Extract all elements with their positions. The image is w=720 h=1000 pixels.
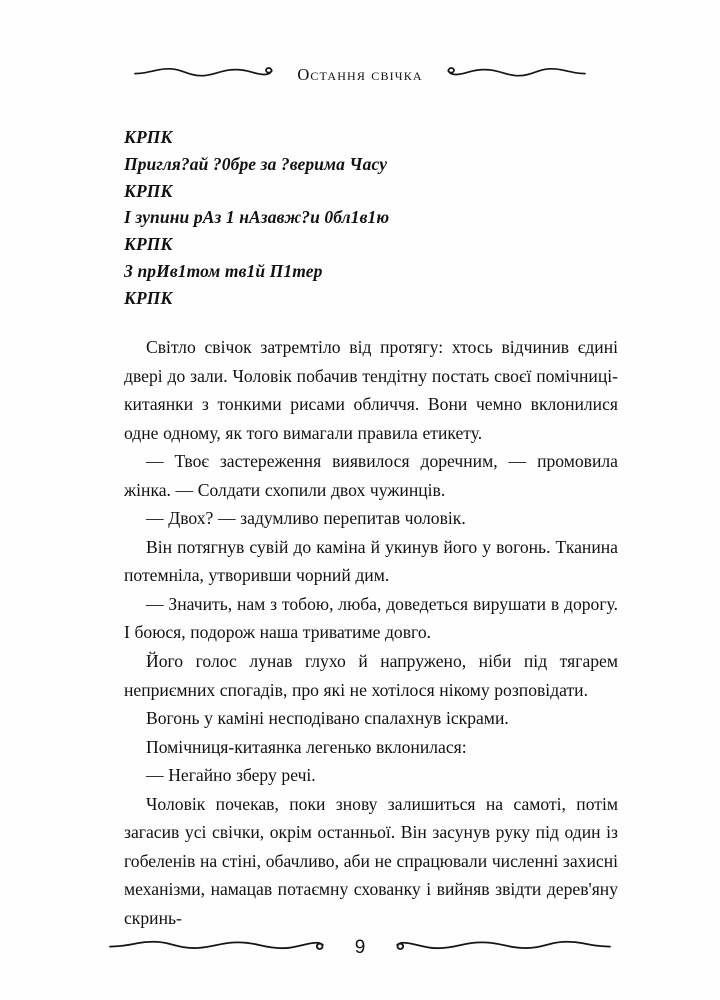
paragraph: Його голос лунав глухо й напружено, ніби під тягарем неприємних спогадів, про які не хотілося нікому розповідати. bbox=[124, 651, 618, 700]
glitch-line: З прИв1том тв1й П1тер bbox=[124, 260, 323, 281]
paragraph-dialogue: — Твоє застереження виявилося доречним, — промовила жінка. — Солдати схопили двох чужинців. bbox=[124, 451, 618, 500]
glitched-message-block bbox=[124, 124, 624, 312]
glitch-line: КРПК bbox=[124, 127, 173, 147]
paragraph: Помічниця-китаянка легенько вклонилася: bbox=[146, 736, 467, 757]
paragraph-continued: Чоловік почекав, поки знову залишиться на самоті, потім загасив усі свічки, окрім останньої. Він засунув руку під один із гобеленів на стіні, обачливо, аби не спрацювали численні захисні механізми, намацав потаємну схованку і вийняв звідти дерев'яну скринь- bbox=[124, 793, 618, 928]
paragraph: Він потягнув сувій до каміна й укинув його у вогонь. Тканина потемніла, утворивши чорний дим. bbox=[124, 536, 618, 586]
wave-flourish-right-icon bbox=[437, 63, 587, 88]
paragraph: Вогонь у каміні несподівано спалахнув іскрами. bbox=[146, 708, 509, 729]
paragraph-dialogue: — Негайно зберу речі. bbox=[146, 765, 316, 786]
glitch-line: І зупини рАз 1 нАзавж?и 0бл1в1ю bbox=[124, 207, 390, 228]
paragraph-dialogue: — Значить, нам з тобою, люба, доведеться вирушати в дорогу. І боюся, подорож наша триватиме довго. bbox=[124, 593, 618, 643]
glitch-line: Пригля?ай ?0бре за ?верима Часу bbox=[124, 153, 388, 174]
wave-flourish-left-icon bbox=[107, 936, 337, 961]
wave-flourish-left-icon bbox=[133, 63, 283, 88]
page-number: 9 bbox=[354, 937, 366, 958]
running-header bbox=[0, 58, 720, 92]
glitch-line: КРПК bbox=[124, 287, 173, 308]
body-text bbox=[124, 333, 618, 932]
glitch-line: КРПК bbox=[124, 234, 173, 255]
page-footer bbox=[0, 928, 720, 968]
paragraph: Світло свічок затремтіло від протягу: хтось відчинив єдині двері до зали. Чоловік побачив тендітну постать своєї помічниці-китаянки з тонкими рисами обличчя. Вони чемно вклонилися одне одному, як того вимагали правила етикету. bbox=[124, 337, 618, 443]
glitch-line: КРПК bbox=[124, 180, 173, 201]
wave-flourish-right-icon bbox=[383, 936, 613, 961]
paragraph-dialogue: — Двох? — задумливо перепитав чоловік. bbox=[146, 508, 466, 529]
header-title: Остання свічка bbox=[297, 65, 423, 84]
